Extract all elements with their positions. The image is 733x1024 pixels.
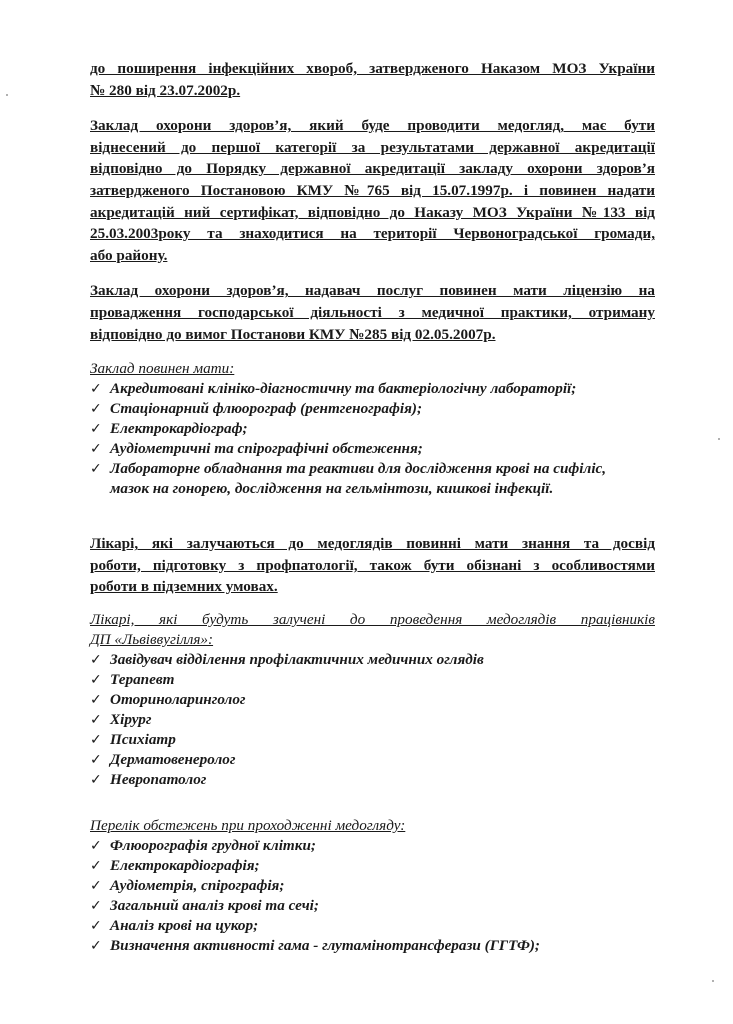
- paragraph-doctor-qualifications: [90, 533, 655, 598]
- facility-requirements-heading: Заклад повинен мати:: [90, 360, 235, 378]
- list-item: ✓ Електрокардіографія;: [90, 856, 260, 874]
- list-item: ✓ Аудіометричні та спірографічні обстеження;: [90, 440, 423, 458]
- check-icon: ✓: [90, 381, 102, 398]
- check-icon: ✓: [90, 897, 102, 914]
- exams-heading: Перелік обстежень при проходженні медогляду:: [90, 816, 406, 834]
- text-line: провадження господарської діяльності з медичної практики, отриману: [90, 303, 655, 321]
- check-icon: ✓: [90, 651, 102, 668]
- list-item: ✓ Лабораторне обладнання та реактиви для дослідження крові на сифіліс, мазок на гонорею, дослідження на гельмінтози, кишкові інфекції.: [90, 460, 607, 498]
- list-item: ✓ Невропатолог: [90, 770, 207, 788]
- list-item: ✓ Терапевт: [90, 670, 175, 688]
- check-icon: ✓: [90, 917, 102, 934]
- text-line: віднесений до першої категорії за результатами державної акредитації: [90, 138, 655, 156]
- list-item: ✓ Визначення активності гама - глутамінотрансферази (ГГТФ);: [90, 936, 540, 954]
- text-line: № 280 від 23.07.2002р.: [90, 81, 241, 99]
- check-icon: ✓: [90, 731, 102, 748]
- list-item: ✓ Оториноларинголог: [90, 690, 246, 708]
- check-icon: ✓: [90, 711, 102, 728]
- list-item: ✓ Аудіометрія, спірографія;: [90, 876, 285, 894]
- paragraph-license: [90, 280, 655, 345]
- list-item: ✓ Загальний аналіз крові та сечі;: [90, 896, 319, 914]
- text-line: роботи, підготовку з профпатології, також бути обізнані з особливостями: [90, 556, 655, 574]
- facility-requirements-list: [90, 379, 655, 499]
- scan-speck: [6, 94, 8, 96]
- text-line: 25.03.2003року та знаходитися на території Червоноградської громади,: [90, 225, 655, 243]
- scan-speck: [718, 438, 720, 440]
- list-item: ✓ Хірург: [90, 710, 152, 728]
- check-icon: ✓: [90, 751, 102, 768]
- check-icon: ✓: [90, 857, 102, 874]
- check-icon: ✓: [90, 691, 102, 708]
- text-line: акредитацій ний сертифікат, відповідно до Наказу МОЗ України №133 від: [90, 203, 655, 221]
- check-icon: ✓: [90, 937, 102, 954]
- list-item: ✓ Флюорографія грудної клітки;: [90, 836, 316, 854]
- text-line: відповідно до Порядку державної акредитації закладу охорони здоров’я: [90, 160, 655, 178]
- exams-list: [90, 836, 655, 956]
- paragraph-regulation-reference: [90, 58, 655, 101]
- text-line: Заклад охорони здоров’я, надавач послуг повинен мати ліцензію на: [90, 282, 655, 300]
- list-item: ✓ Дерматовенеролог: [90, 750, 236, 768]
- check-icon: ✓: [90, 837, 102, 854]
- doctors-heading: Лікарі, які будуть залучені до проведення медоглядів працівників ДП «Львіввугілля»:: [90, 610, 655, 648]
- doctors-list: [90, 650, 655, 790]
- check-icon: ✓: [90, 671, 102, 688]
- paragraph-accreditation: [90, 115, 655, 266]
- check-icon: ✓: [90, 421, 102, 438]
- check-icon: ✓: [90, 441, 102, 458]
- list-item: ✓ Завідувач відділення профілактичних медичних оглядів: [90, 650, 484, 668]
- text-line: Лікарі, які залучаються до медоглядів повинні мати знання та досвід: [90, 535, 655, 553]
- check-icon: ✓: [90, 461, 102, 478]
- text-line: Заклад охорони здоров’я, який буде проводити медогляд, має бути: [90, 117, 655, 135]
- text-line: роботи в підземних умовах.: [90, 578, 278, 596]
- scan-speck: [712, 980, 714, 982]
- text-line: до поширення інфекційних хвороб, затвердженого Наказом МОЗ України: [90, 60, 655, 77]
- list-item: ✓ Електрокардіограф;: [90, 420, 248, 438]
- list-item: ✓ Акредитовані клініко-діагностичну та бактеріологічну лабораторії;: [90, 380, 577, 398]
- check-icon: ✓: [90, 877, 102, 894]
- check-icon: ✓: [90, 771, 102, 788]
- list-item: ✓ Стаціонарний флюорограф (рентгенографія);: [90, 400, 423, 418]
- text-line: відповідно до вимог Постанови КМУ №285 від 02.05.2007р.: [90, 325, 496, 343]
- check-icon: ✓: [90, 401, 102, 418]
- text-line: затвердженого Постановою КМУ №765 від 15.07.1997р. і повинен надати: [90, 181, 655, 199]
- list-item: ✓ Аналіз крові на цукор;: [90, 916, 259, 934]
- text-line: або району.: [90, 246, 168, 264]
- list-item: ✓ Психіатр: [90, 730, 176, 748]
